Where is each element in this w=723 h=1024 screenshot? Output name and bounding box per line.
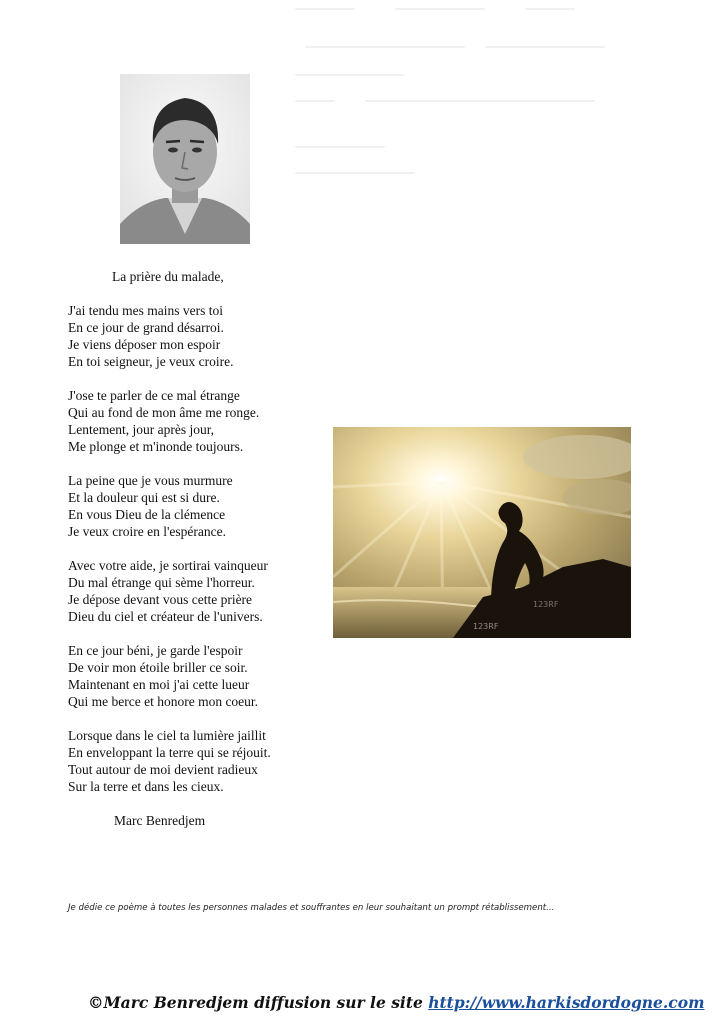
poem-stanza <box>68 387 338 455</box>
poem-line: Sur la terre et dans les cieux. <box>68 779 224 794</box>
poem-line: Qui me berce et honore mon coeur. <box>68 694 259 709</box>
poem-stanza <box>68 472 338 540</box>
poem-line: En vous Dieu de la clémence <box>68 507 226 522</box>
poem-line: Et la douleur qui est si dure. <box>68 490 220 505</box>
poem-line: Je viens déposer mon espoir <box>68 337 221 352</box>
poem <box>68 268 338 829</box>
poem-line: Du mal étrange qui sème l'horreur. <box>68 575 255 590</box>
poem-line: Avec votre aide, je sortirai vainqueur <box>68 558 268 573</box>
poem-line: J'ai tendu mes mains vers toi <box>68 303 224 318</box>
poem-stanza <box>68 557 338 625</box>
poem-stanza <box>68 642 338 710</box>
photo-watermark: 123RF <box>533 600 559 609</box>
poem-line: Lorsque dans le ciel ta lumière jaillit <box>68 728 266 743</box>
poem-line: En ce jour de grand désarroi. <box>68 320 224 335</box>
poem-line: Je veux croire en l'espérance. <box>68 524 226 539</box>
poem-stanza <box>68 302 338 370</box>
photo-watermark: 123RF <box>473 622 499 631</box>
poem-title: La prière du malade, <box>112 269 224 284</box>
dedication-note: Je dédie ce poème à toutes les personnes malades et souffrantes en leur souhaitant un prompt rétablissement... <box>68 903 555 913</box>
poem-line: Dieu du ciel et créateur de l'univers. <box>68 609 263 624</box>
poem-line: Maintenant en moi j'ai cette lueur <box>68 677 250 692</box>
poem-signature: Marc Benredjem <box>114 813 206 828</box>
poem-line: La peine que je vous murmure <box>68 473 233 488</box>
poem-line: Tout autour de moi devient radieux <box>68 762 258 777</box>
poem-line: J'ose te parler de ce mal étrange <box>68 388 240 403</box>
copyright-footer <box>88 993 704 1012</box>
poem-line: Lentement, jour après jour, <box>68 422 215 437</box>
poem-line: En toi seigneur, je veux croire. <box>68 354 234 369</box>
faint-background-text <box>285 0 665 190</box>
poem-line: De voir mon étoile briller ce soir. <box>68 660 248 675</box>
poem-line: En enveloppant la terre qui se réjouit. <box>68 745 271 760</box>
poem-line: Qui au fond de mon âme me ronge. <box>68 405 260 420</box>
footer-text: ©Marc Benredjem diffusion sur le site <box>88 993 429 1012</box>
poem-line: En ce jour béni, je garde l'espoir <box>68 643 243 658</box>
poem-stanza <box>68 727 338 795</box>
author-portrait-photo <box>120 74 250 244</box>
poem-line: Je dépose devant vous cette prière <box>68 592 253 607</box>
website-link[interactable]: http://www.harkisdordogne.com <box>428 993 705 1012</box>
praying-silhouette-photo <box>333 427 631 638</box>
poem-line: Me plonge et m'inonde toujours. <box>68 439 244 454</box>
